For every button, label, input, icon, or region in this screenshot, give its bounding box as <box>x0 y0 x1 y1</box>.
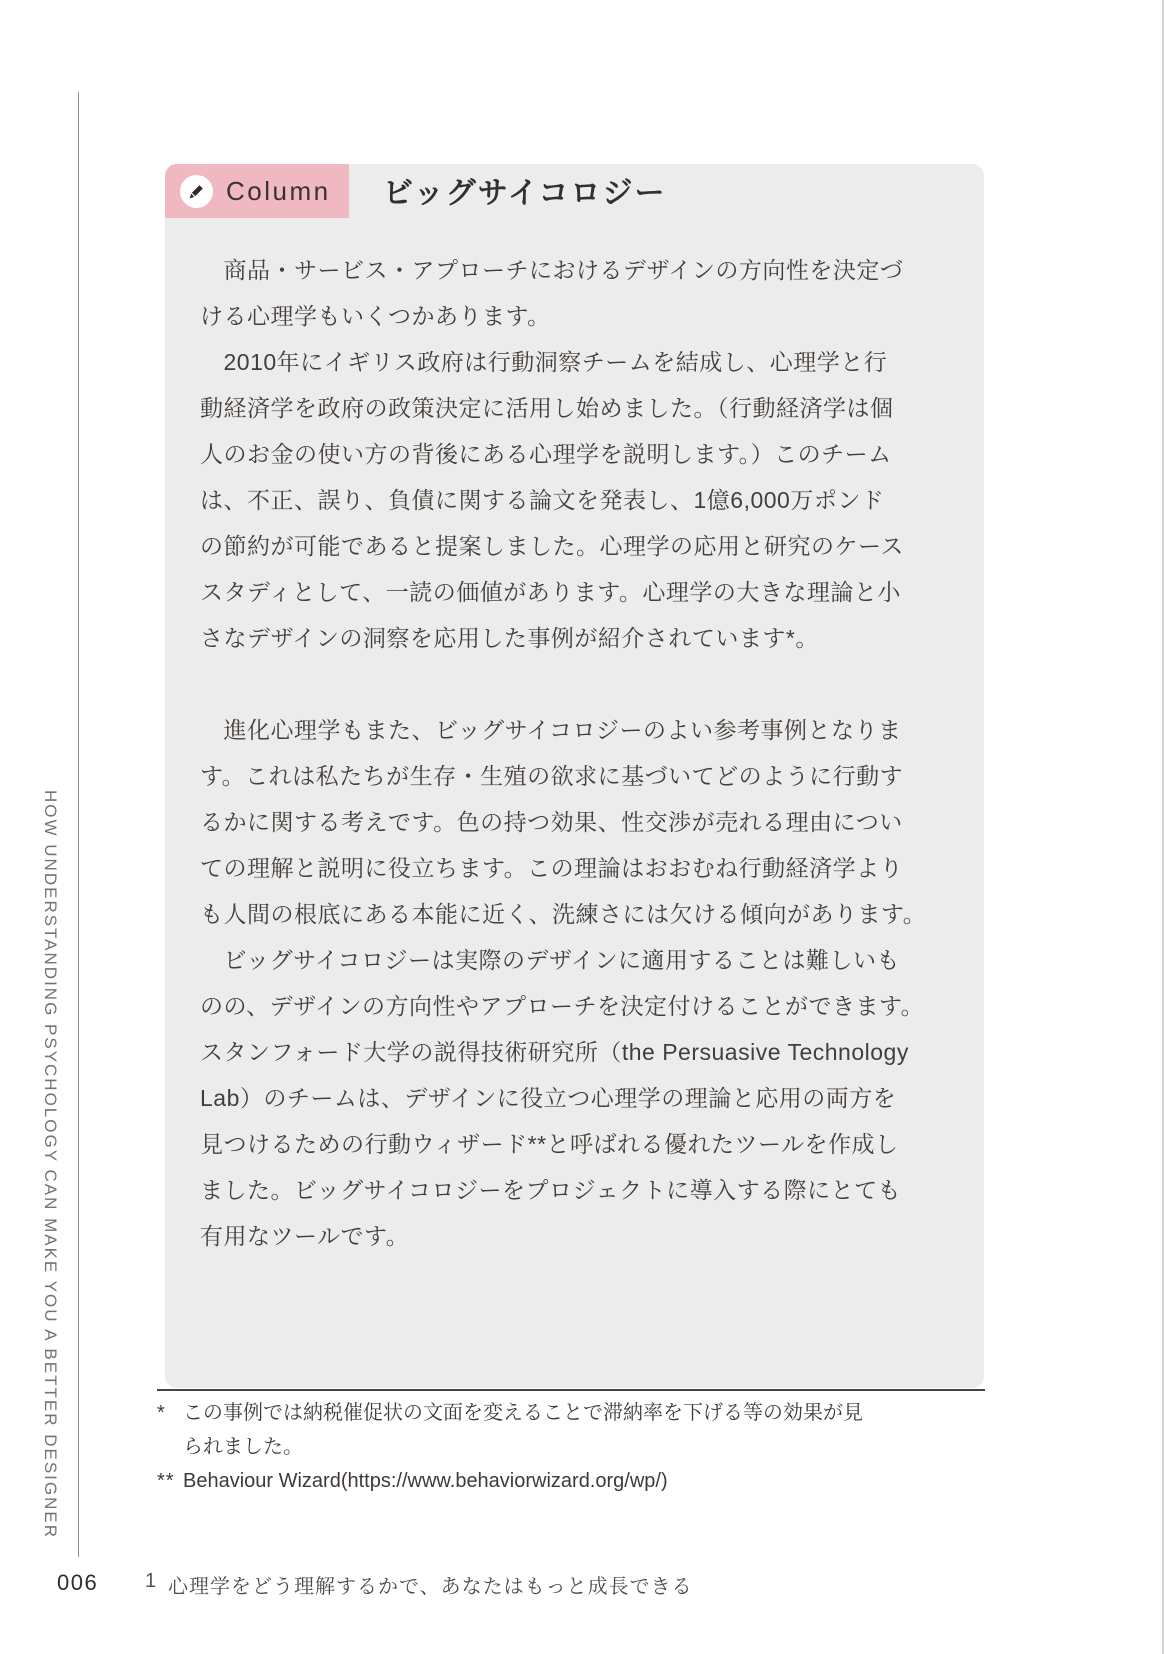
text-line: 人のお金の使い方の背後にある心理学を説明します。）このチーム <box>200 441 892 467</box>
footnote-line: Behaviour Wizard(https://www.behaviorwizard.org/wp/) <box>183 1470 668 1492</box>
footnote-text <box>183 1464 997 1498</box>
sidebar-vertical-label: HOW UNDERSTANDING PSYCHOLOGY CAN MAKE YOU A BETTER DESIGNER <box>41 790 60 1540</box>
footnote-text <box>183 1396 997 1464</box>
column-box <box>165 164 984 1388</box>
footnote-marker: * <box>157 1402 166 1424</box>
footnote-item <box>157 1464 997 1498</box>
text-line: 2010年にイギリス政府は行動洞察チームを結成し、心理学と行 <box>200 349 888 375</box>
text-line: ての理解と説明に役立ちます。この理論はおおむね行動経済学より <box>200 855 904 881</box>
text-line: ビッグサイコロジーは実際のデザインに適用することは難しいも <box>200 947 900 973</box>
text-line: ました。ビッグサイコロジーをプロジェクトに導入する際にとても <box>200 1177 902 1203</box>
text-line: 有用なツールです。 <box>200 1223 410 1249</box>
paragraph <box>200 707 935 937</box>
text-line: のの、デザインの方向性やアプローチを決定付けることができます。 <box>200 993 925 1019</box>
footnote-line: られました。 <box>183 1436 303 1458</box>
text-line: Lab）のチームは、デザインに役立つ心理学の理論と応用の両方を <box>200 1085 897 1111</box>
paragraph <box>200 937 935 1259</box>
page-edge-line <box>1162 0 1164 1654</box>
footnotes <box>157 1396 997 1498</box>
text-line: るかに関する考えです。色の持つ効果、性交渉が売れる理由につい <box>200 809 903 835</box>
sidebar-rule <box>78 92 79 1557</box>
text-line: も人間の根底にある本能に近く、洗練さには欠ける傾向があります。 <box>200 901 927 927</box>
footnote-marker: ** <box>157 1470 175 1492</box>
text-line: 進化心理学もまた、ビッグサイコロジーのよい参考事例となりま <box>200 717 902 743</box>
text-line: 見つけるための行動ウィザード**と呼ばれる優れたツールを作成し <box>200 1131 899 1157</box>
footnote-item <box>157 1396 997 1464</box>
text-line: スタディとして、一読の価値があります。心理学の大きな理論と小 <box>200 579 901 605</box>
footnote-line: この事例では納税催促状の文面を変えることで滞納率を下げる等の効果が見 <box>183 1402 863 1424</box>
pencil-icon <box>180 175 213 208</box>
footnote-divider <box>157 1389 985 1391</box>
text-line: の節約が可能であると提案しました。心理学の応用と研究のケース <box>200 533 904 559</box>
text-line: ける心理学もいくつかあります。 <box>200 303 551 329</box>
paragraph <box>200 247 935 339</box>
chapter-title: 心理学をどう理解するかで、あなたはもっと成長できる <box>168 1576 693 1598</box>
column-body <box>200 247 935 1259</box>
text-line: スタンフォード大学の説得技術研究所（the Persuasive Technology <box>200 1039 909 1065</box>
page-number: 006 <box>57 1570 99 1595</box>
text-line: 商品・サービス・アプローチにおけるデザインの方向性を決定づ <box>200 257 904 283</box>
text-line: す。これは私たちが生存・生殖の欲求に基づいてどのように行動す <box>200 763 904 789</box>
text-line: 動経済学を政府の政策決定に活用し始めました。（行動経済学は個 <box>200 395 894 421</box>
chapter-number: 1 <box>145 1570 157 1592</box>
column-badge-label: Column <box>226 175 331 206</box>
page-footer <box>57 1570 1057 1596</box>
text-line: は、不正、誤り、負債に関する論文を発表し、1億6,000万ポンド <box>200 487 885 513</box>
column-title: ビッグサイコロジー <box>383 177 667 210</box>
paragraph <box>200 339 935 661</box>
column-badge <box>165 164 349 218</box>
text-line: さなデザインの洞察を応用した事例が紹介されています*。 <box>200 625 819 651</box>
